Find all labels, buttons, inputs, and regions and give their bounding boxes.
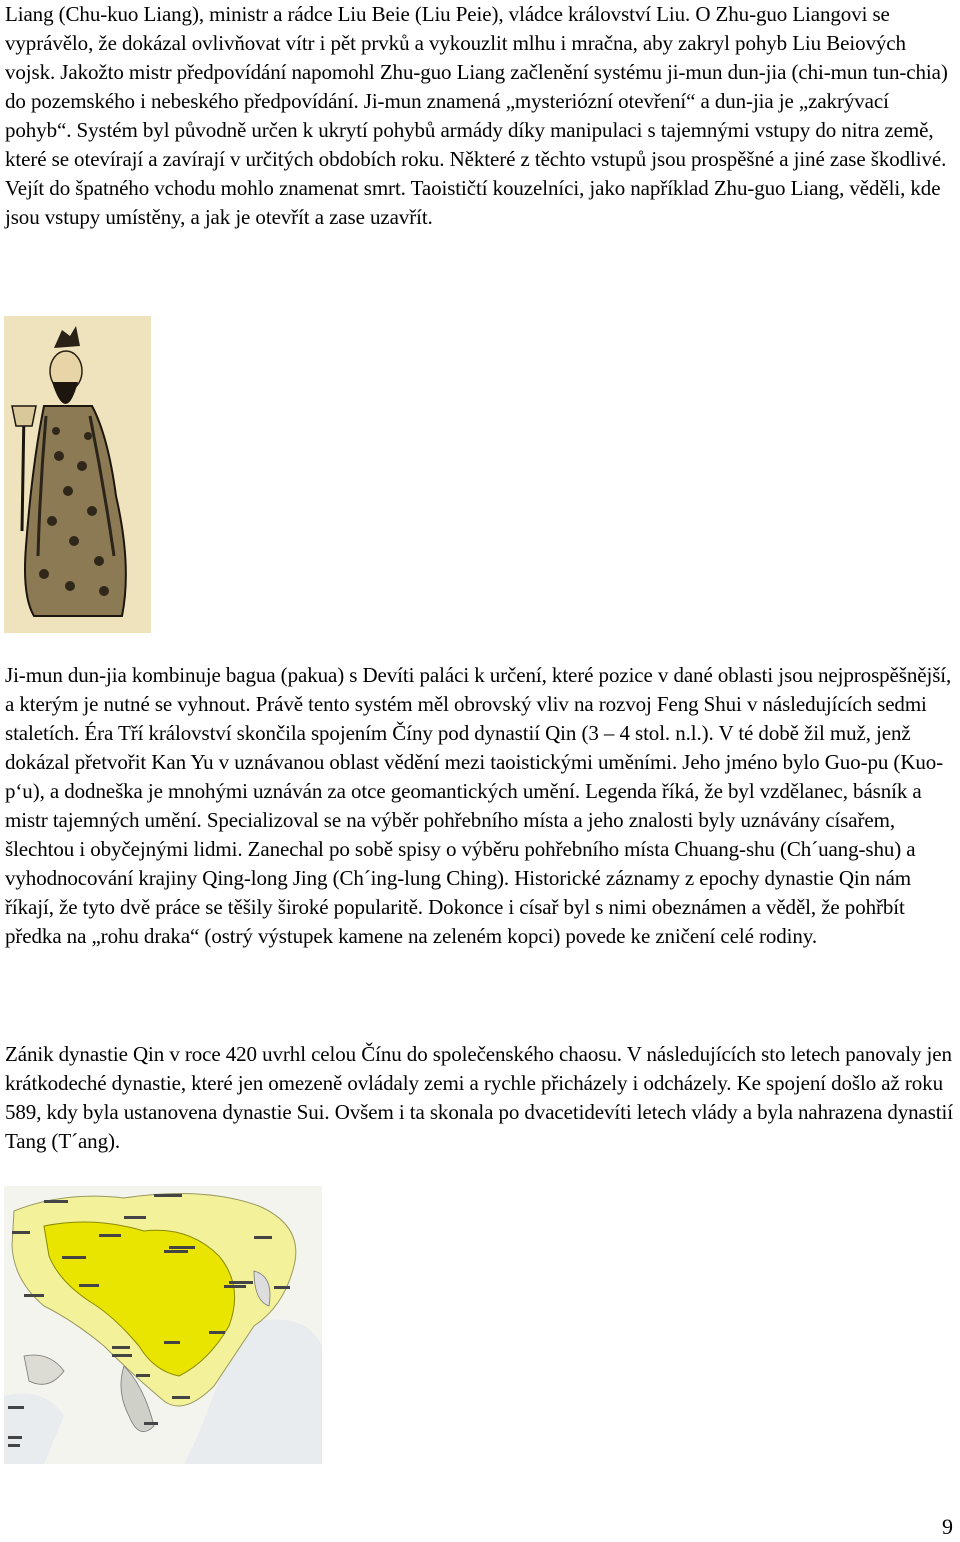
paragraph-1: Liang (Chu-kuo Liang), ministr a rádce Liu Beie (Liu Peie), vládce království Liu. O Zhu-guo Liangovi se vyprávělo, že dokázal ovlivňovat vítr i pět prvků a vykouzlit mlhu i mračna, aby zakryl pohyb Liu Beiových vojsk. Jakožto mistr předpovídání napomohl Zhu-guo Liang začlenění systému ji-mun dun-jia (chi-mun tun-chia) do pozemského i nebeského předpovídání. Ji-mun znamená „mysteriózní otevření“ a dun-jia je „zakrývací pohyb“. Systém byl původně určen k ukrytí pohybů armády díky manipulaci s tajemnými vstupy do nitra země, které se otevírají a zavírají v určitých obdobích roku. Některé z těchto vstupů jsou prospěšné a jiné zase škodlivé. Vejít do špatného vchodu mohlo znamenat smrt. Taoističtí kouzelníci, jako například Zhu-guo Liang, věděli, kde jsou vstupy umístěny, a jak je otevřít a zase uzavřít. [5, 2, 948, 229]
zhu-guo-liang-portrait-image [4, 316, 151, 633]
paragraph-3: Zánik dynastie Qin v roce 420 uvrhl celou Čínu do společenského chaosu. V následujících sto letech panovaly jen krátkodeché dynastie, které jen omezeně ovládaly zemi a rychle přicházely i odcházely. Ke spojení došlo až roku 589, kdy byla ustanovena dynastie Sui. Ovšem i ta skonala po dvacetidevíti letech vlády a byla nahrazena dynastií Tang (T´ang). [5, 1042, 954, 1153]
page-number: 9 [942, 1514, 953, 1539]
paragraph-2: Ji-mun dun-jia kombinuje bagua (pakua) s Devíti paláci k určení, které pozice v dané oblasti jsou nejprospěšnější, a kterým je nutné se vyhnout. Právě tento systém měl obrovský vliv na rozvoj Feng Shui v následujících sedmi staletích. Éra Tří království skončila spojením Číny pod dynastií Qin (3 – 4 stol. n.l.). V té době žil muž, jenž dokázal přetvořit Kan Yu v uznávanou oblast vědění mezi taoistickými uměními. Jeho jméno bylo Guo-pu (Kuo-p‘u), a dodneška je mnohými uznáván za otce geomantických umění. Legenda říká, že byl vzdělanec, básník a mistr tajemných umění. Specializoval se na výběr pohřebního místa a jeho znalosti byly uznávány císařem, šlechtou i obyčejnými lidmi. Zanechal po sobě spisy o výběru pohřebního místa Chuang-shu (Ch´uang-shu) a vyhodnocování krajiny Qing-long Jing (Ch´ing-lung Ching). Historické záznamy z epochy dynastie Qin nám říkají, že tyto dvě práce se těšily široké popularitě. Dokonce i císař byl s nimi obeznámen a věděl, že pohřbít předka na „rohu draka“ (ostrý výstupek kamene na zeleném kopci) povede ke zničení celé rodiny. [5, 663, 952, 948]
tang-dynasty-map-image [4, 1186, 322, 1464]
portrait-drawing [4, 316, 151, 633]
map-drawing [4, 1186, 322, 1464]
